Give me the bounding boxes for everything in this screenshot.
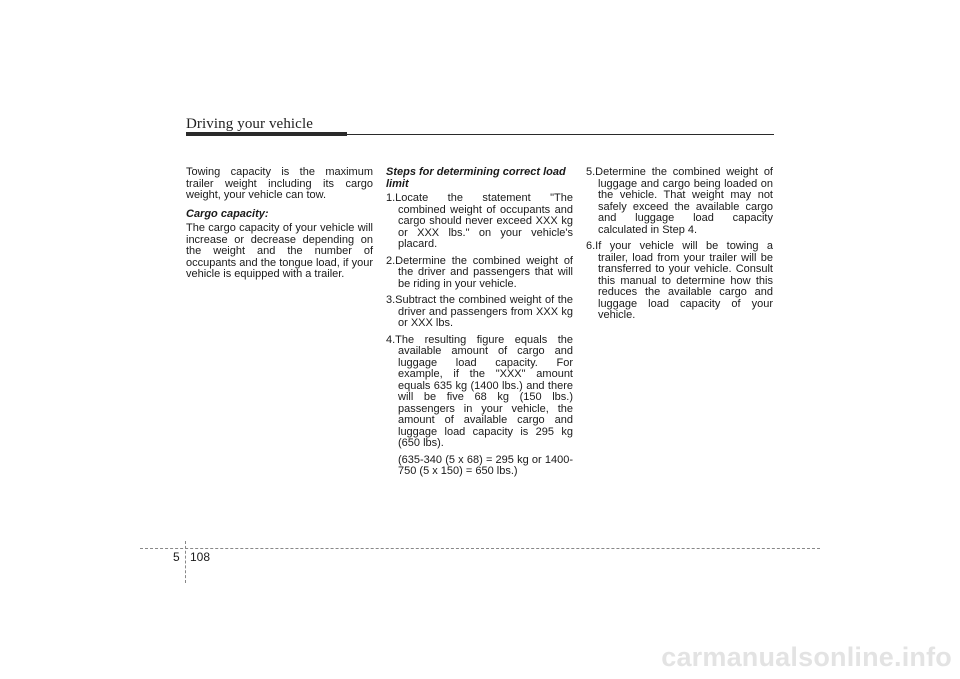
header-rule-thin — [347, 134, 774, 135]
load-limit-heading: Steps for determining correct load limit — [386, 166, 566, 190]
column-3 — [586, 167, 773, 327]
header-rule-thick — [186, 132, 347, 136]
step-item: 2.Determine the combined weight of the driver and passengers that will be riding in your vehicle. — [386, 254, 573, 290]
towing-capacity-paragraph: Towing capacity is the maximum trailer weight including its cargo weight, your vehicle can tow. — [186, 166, 373, 201]
page-number: 108 — [190, 550, 211, 564]
section-title: Driving your vehicle — [186, 116, 313, 132]
calculation-example: (635-340 (5 x 68) = 295 kg or 1400-750 (5 x 150) = 650 lbs.) — [398, 453, 573, 477]
footer-rule — [140, 548, 820, 549]
step-item: 3.Subtract the combined weight of the driver and passengers from XXX kg or XXX lbs. — [386, 294, 573, 329]
column-2 — [386, 167, 573, 478]
cargo-capacity-heading: Cargo capacity: — [186, 207, 269, 220]
step-item: 4.The resulting figure equals the available amount of cargo and luggage load capacity. For example, if the "XXX" amount equals 635 kg (1400 lbs.) and there will be five 68 kg (150 lbs.) passengers in your vehicle, the amount of available cargo and luggage load capacity is 295 kg (650 lbs). — [386, 333, 573, 449]
load-limit-steps — [386, 193, 573, 450]
load-limit-steps-continued — [586, 167, 773, 322]
footer-divider — [185, 541, 186, 583]
step-item: 1.Locate the statement "The combined weight of occupants and cargo should never exceed XXX kg or XXX lbs." on your vehicle's placard. — [386, 192, 573, 250]
step-item: 6.If your vehicle will be towing a trailer, load from your trailer will be transferred to your vehicle. Consult this manual to determine how this reduces the available cargo and luggage load capacity of your vehicle. — [586, 240, 773, 321]
chapter-number: 5 — [173, 550, 180, 564]
column-1 — [186, 167, 373, 288]
site-watermark: carmanualsonline.info — [661, 642, 952, 672]
cargo-capacity-paragraph: The cargo capacity of your vehicle will increase or decrease depending on the weight and the number of occupants and the tongue load, if your vehicle is equipped with a trailer. — [186, 222, 373, 280]
step-item: 5.Determine the combined weight of luggage and cargo being loaded on the vehicle. That weight may not safely exceed the available cargo and luggage load capacity calculated in Step 4. — [586, 166, 773, 236]
